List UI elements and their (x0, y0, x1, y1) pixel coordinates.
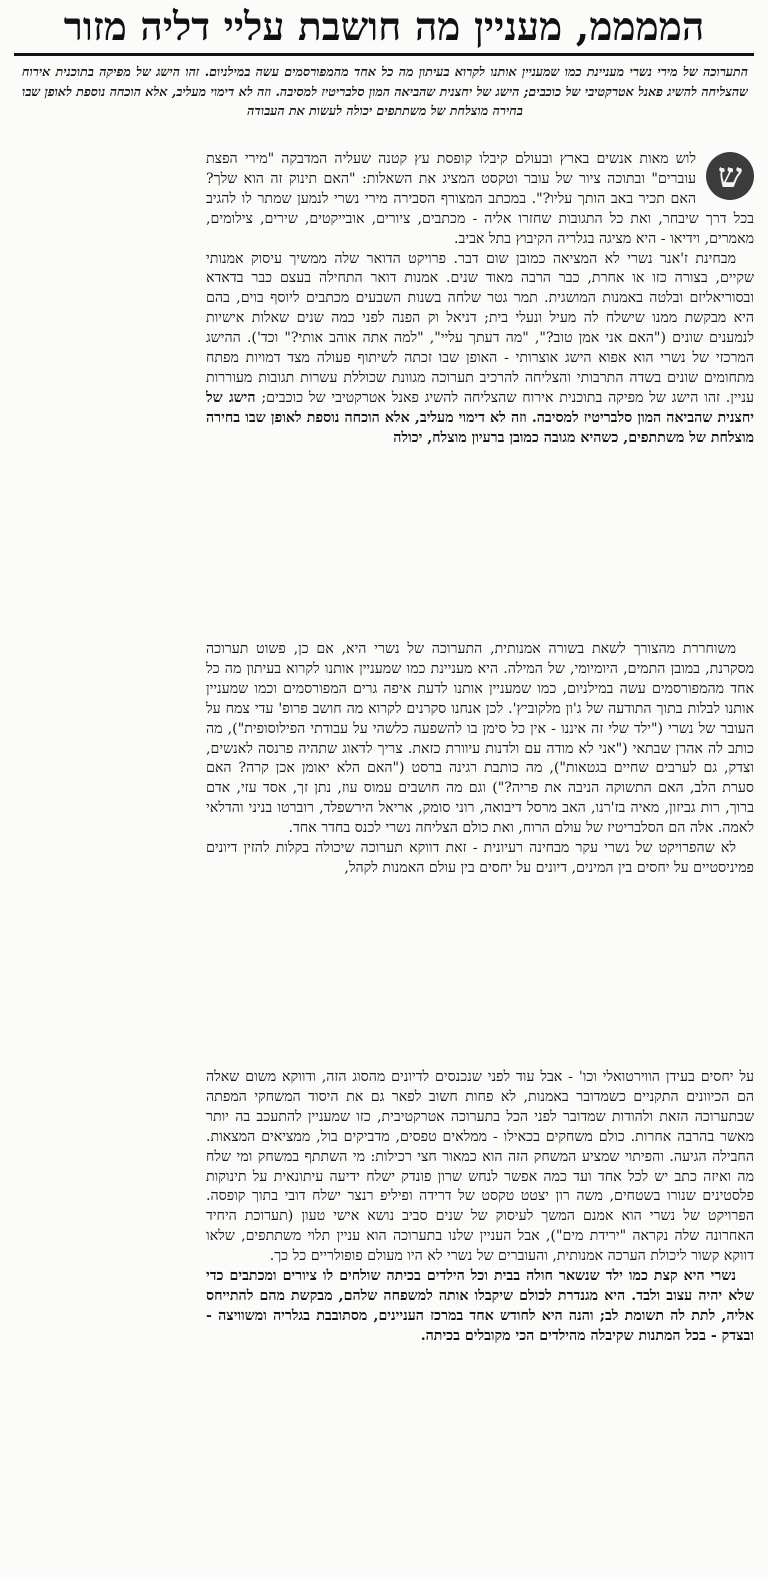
article-headline: הממממ, מעניין מה חושבת עליי דליה מזור (63, 4, 705, 50)
article-body-section-1 (206, 150, 754, 612)
paragraph-text: מבחינת ז'אנר נשרי לא המציאה כמובן שום דבר. פרויקט הדואר שלה ממשיך עיסוק אמנותי שקיים, בצורה כזו או אחרת, כבר הרבה מאוד שנים. אמנות דואר התחילה בעצם כבר בדאדא ובסוריאליזם ובלטה באמנות המושגית. תמר גטר שלחה בשנות השבעים מכתבים ליוסף בוים, בהם היא מבקשת ממנו שישלח לה מעיל ונעלי בית; דניאל וק הפנה לפני כמה שנים שאלות אישיות לנמענים שונים ("האם אני אמן טוב?", "מה דעתך עליי", "למה אתה אוהב אותי?" וכד'). ההישג המרכזי של נשרי הוא אפוא הישג אוצרותי - האופן שבו זכתה לשיתוף פעולה מצד דמויות מפתח מתחומים שונים בשדה התרבותי והצליחה להרכיב תערוכה מגוונת שכוללת עשרות תגובות מעוררות עניין. זהו הישג של מפיקה בתוכנית אירוח שהצליחה להשיג פאנל אטרקטיבי של כוכבים; (206, 250, 754, 406)
article-paragraph (206, 150, 754, 250)
article-paragraph (206, 250, 754, 449)
headline-rule (14, 53, 754, 56)
paragraph-text: לוש מאות אנשים בארץ ובעולם קיבלו קופסת עץ קטנה שעליה המדבקה "מירי הפצת עוברים" ובתוכה ציור של עובר וטקסט המציג את השאלות: "האם תינוק זה הוא שלך? האם תכיר באב הותך עליו?". במכתב המצורף הסבירה מירי נשרי לנמען שמתר לו להגיב בכל דרך שיבחר, ואת כל התגובות שחזרו אליה - מכתבים, ציורים, אובייקטים, שירים, צילומים, מאמרים, וידיאו - היא מציגה בגלריה הקיבוץ בתל אביב. (206, 151, 754, 247)
article-paragraph: נשרי היא קצת כמו ילד שנשאר חולה בבית וכל הילדים בכיתה שולחים לו ציורים ומכתבים כדי שלא יהיה עצוב ולבד. היא מגנדרת לכולם שיקבלו אותה למשפחה שלהם, מבקשת מהם להתייחס אליה, לתת לה תשומת לב; והנה היא לחודש אחד במרכז העניינים, מסתובבת בגלריה ומשוויצה - ובצדק - בכל המתנות שקיבלה מהילדים הכי מקובלים בכיתה. (206, 1268, 754, 1344)
article-paragraph: משוחררת מהצורך לשאת בשורה אמנותית, התערוכה של נשרי היא, אם כן, פשוט תערוכה מסקרנת, במובן התמים, היומיומי, של המילה. היא מעניינת כמו שמעניין אותנו לקרוא בעיתון מה כל אחד מהמפורסמים עשה במילניום, כמו שמעניין אותנו לדעת איפה גרים המפורסמים וכמו שמעניין אותנו לבלות בתוך התודעה של ג'ון מלקוביץ'. לכן אנחנו סקרנים לקרוא מה חושב פרופ' עדי צמח על העובר של נשרי ("ילד שלי זה איננו - אין כל סימן בו להשפעה כלשהי על עבודתי הפילוסופית"), מה כותב לה אהרן שבתאי ("אני לא מודה עם ולדנות עיוורת כזאת. צריך לדאוג שתהיה פרנסה לאנשים, וצדק, גם לערבים שחיים בגטאות"), מה כותבת רגינה ברסט ("האם הלא יאומן אכן קרה? האם סערת הלב, האם התשוקה הניבה את פריה?") וגם מה חושבים עמוס עוז, נתן זך, אסד עזי, אדם ברוך, רות גביזון, מאיה בז'רנו, האב מרסל דיבואה, רוני סומק, אריאל הירשפלד, רוברטו בניני והדלאי לאמה. אלה הם הסלבריטיז של עולם הרוח, ואת כולם הצליחה נשרי לכנס בחדר אחד. (206, 641, 754, 837)
article-body-section-2 (206, 640, 754, 1045)
article-body-section-3 (206, 1068, 754, 1571)
drop-cap: ש (706, 152, 754, 200)
article-lead: התערוכה של מירי נשרי מעניינת כמו שמעניין אותנו לקרוא בעיתון מה כל אחד מהמפורסמים עשה במילניום. זהו הישג של מפיקה בתוכנית אירוח שהצליחה להשיג פאנל אטרקטיבי של כוכבים; הישג של יחצנית שהביאה המון סלבריטיז למסיבה. וזה לא דימוי מעליב, אלא הוכחה נוספת לאופן שבו בחירה מוצלחת של משתתפים יכולה לעשות את העבודה (22, 64, 748, 118)
article-paragraph: לא שהפרויקט של נשרי עקר מבחינה רעיונית - זאת דווקא תערוכה שיכולה בקלות להזין דיונים פמיניסטיים על יחסים בין המינים, דיונים על יחסים בין עולם האמנות לקהל, (206, 840, 754, 876)
article-paragraph: על יחסים בעידן הווירטואלי וכו' - אבל עוד לפני שנכנסים לדיונים מהסוג הזה, ודווקא משום שאלה הם הכיוונים התקניים כשמדובר באמנות, לא פחות חשוב לפאר גם את היסוד המשחקי המפתה שבתערוכה הזאת ולהודות שמדובר לפני הכל בתערוכה אטרקטיבית, כזו שמעניין להתעכב בה יותר מאשר בהרבה אחרות. כולם משחקים בכאילו - ממלאים טפסים, מדביקים בול, ממציאים המצאות. החבילה הגיעה. והפיתוי שמציע המשחק הזה הוא כמאור חצי רכילות: מי השתתף במשחק ומי שלח מה ואיזה כתב יש לכל אחד ועד כמה אפשר לנחש שרון פונדק ישלח ידיעה עיתונאית על תינוקות פלסטינים שנורו בשטחים, משה רון יצטט טקסט של דרידה ופיליפ רנצר ישלח דובי בתוך קופסה. הפרויקט של נשרי הוא אמנם המשך לעיסוק של שנים סביב נושא אישי טעון (תערוכת היחיד האחרונה שלה נקראה "ירידת מים"), אבל העניין שלנו בתערוכה הוא עניין תלוי משתתפים, שלאו דווקא קשור ליכולת הערכה אמנותית, והעוברים של נשרי לא היו מעולם פופולריים כל כך. (206, 1069, 754, 1265)
highlighted-text: הישג של יחצנית שהביאה המון סלבריטיז למסיבה. וזה לא דימוי מעליב, אלא הוכחה נוספת לאופן שבו בחירה מוצלחת של משתתפים, כשהיא מגובה כמובן ברעיון מוצלח, יכולה (206, 389, 754, 446)
